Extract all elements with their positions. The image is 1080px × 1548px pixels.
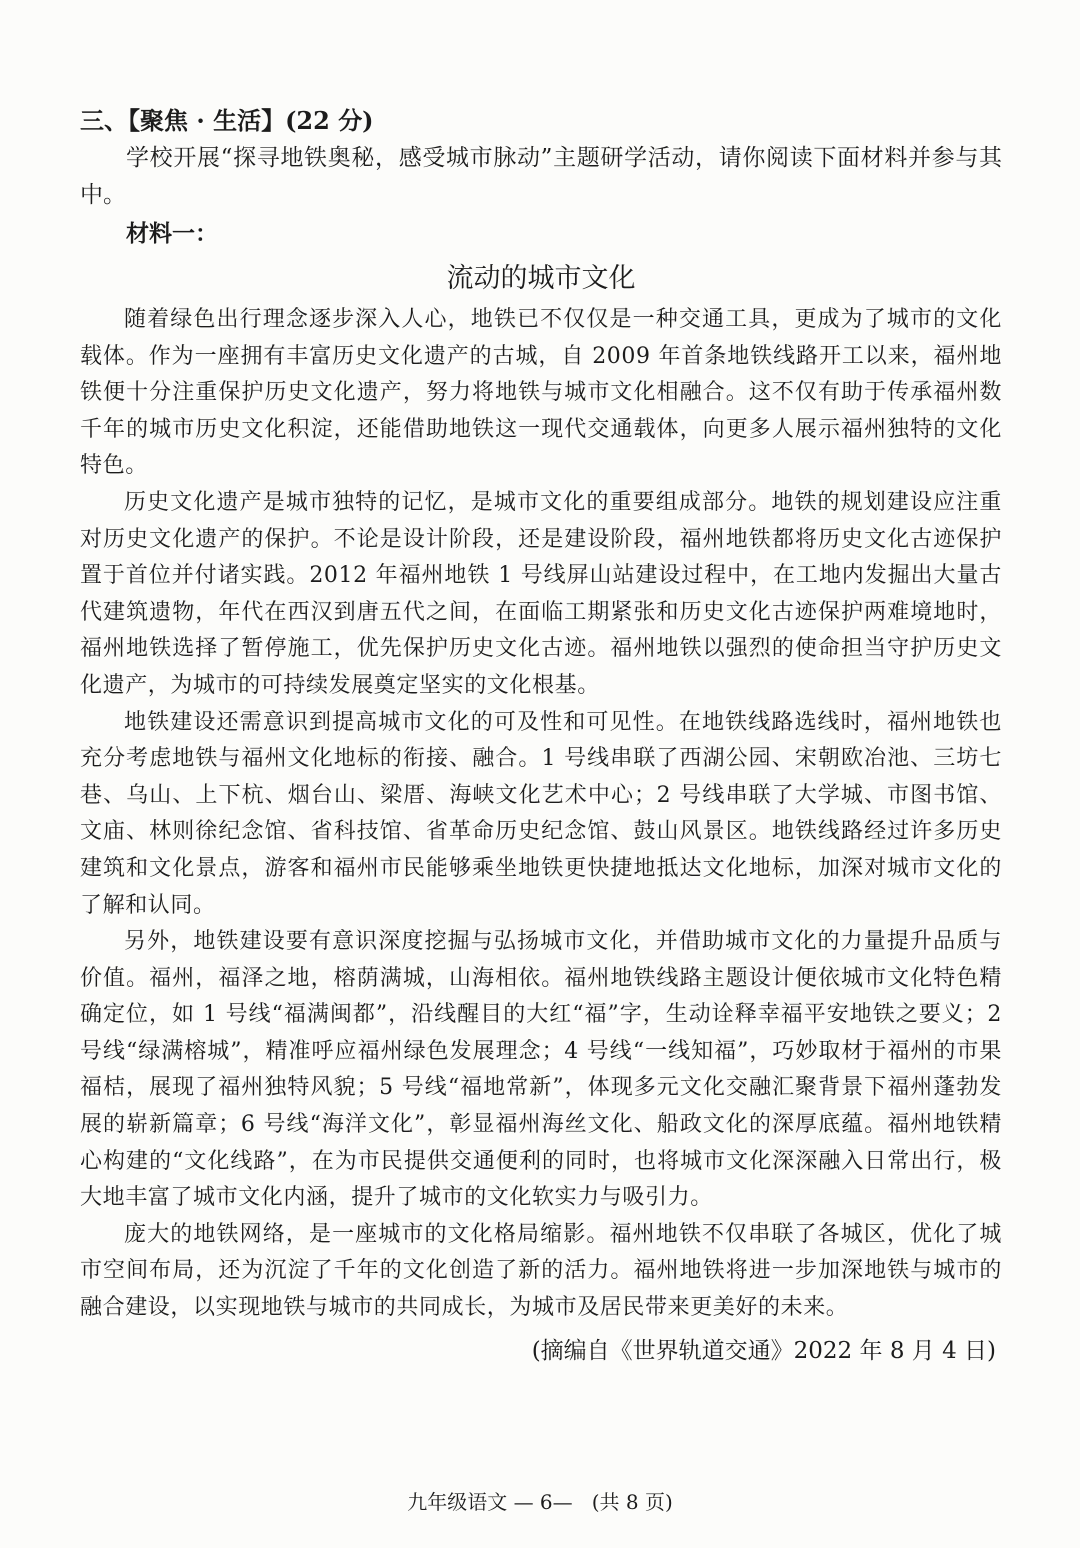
section-title: 三、【聚焦 · 生活】 bbox=[80, 106, 286, 135]
article-paragraph-2: 历史文化遗产是城市独特的记忆，是城市文化的重要组成部分。地铁的规划建设应注重对历史文化遗产的保护。不论是设计阶段，还是建设阶段，福州地铁都将历史文化古迹保护置于首位并付诸实践。2012 年福州地铁 1 号线屏山站建设过程中，在工地内发掘出大量古代建筑遗物，年代在西汉到唐五代之间，在面临工期紧张和历史文化古迹保护两难境地时，福州地铁选择了暂停施工，优先保护历史文化古迹。福州地铁以强烈的使命担当守护历史文化遗产，为城市的可持续发展奠定坚实的文化根基。 bbox=[80, 489, 1002, 698]
page-content bbox=[80, 102, 1002, 1369]
article-paragraph-3: 地铁建设还需意识到提高城市文化的可及性和可见性。在地铁线路选线时，福州地铁也充分考虑地铁与福州文化地标的衔接、融合。1 号线串联了西湖公园、宋朝欧冶池、三坊七巷、乌山、上下杭、烟台山、梁厝、海峡文化艺术中心；2 号线串联了大学城、市图书馆、文庙、林则徐纪念馆、省科技馆、省革命历史纪念馆、鼓山风景区。地铁线路经过许多历史建筑和文化景点，游客和福州市民能够乘坐地铁更快捷地抵达文化地标，加深对城市文化的了解和认同。 bbox=[80, 709, 1002, 918]
page-footer bbox=[0, 1487, 1080, 1517]
section-score: (22 分) bbox=[285, 106, 374, 135]
intro-text: 学校开展“探寻地铁奥秘，感受城市脉动”主题研学活动，请你阅读下面材料并参与其中。 bbox=[80, 145, 1002, 208]
footer-page-number: — 6— bbox=[513, 1490, 573, 1514]
article-paragraph-1: 随着绿色出行理念逐步深入人心，地铁已不仅仅是一种交通工具，更成为了城市的文化载体。作为一座拥有丰富历史文化遗产的古城，自 2009 年首条地铁线路开工以来，福州地铁便十分注重保护历史文化遗产，努力将地铁与城市文化相融合。这不仅有助于传承福州数千年的城市历史文化积淀，还能借助地铁这一现代交通载体，向更多人展示福州独特的文化特色。 bbox=[80, 307, 1002, 479]
article-paragraph-5: 庞大的地铁网络，是一座城市的文化格局缩影。福州地铁不仅串联了各城区，优化了城市空间布局，还为沉淀了千年的文化创造了新的活力。福州地铁将进一步加深地铁与城市的融合建设，以实现地铁与城市的共同成长，为城市及居民带来更美好的未来。 bbox=[80, 1221, 1002, 1321]
material-label: 材料一： bbox=[126, 220, 218, 247]
footer-total-pages: (共 8 页) bbox=[591, 1490, 673, 1514]
section-heading bbox=[80, 102, 1002, 140]
footer-subject: 九年级语文 bbox=[407, 1490, 508, 1514]
article-source: (摘编自《世界轨道交通》2022 年 8 月 4 日) bbox=[531, 1337, 996, 1364]
article-paragraph-4: 另外，地铁建设要有意识深度挖掘与弘扬城市文化，并借助城市文化的力量提升品质与价值。福州，福泽之地，榕荫满城，山海相依。福州地铁线路主题设计便依城市文化特色精确定位，如 1 号线“福满闽都”，沿线醒目的大红“福”字，生动诠释幸福平安地铁之要义；2 号线“绿满榕城”，精准呼应福州绿色发展理念；4 号线“一线知福”，巧妙取材于福州的市果福桔，展现了福州独特风貌；5 号线“福地常新”，体现多元文化交融汇聚背景下福州蓬勃发展的崭新篇章；6 号线“海洋文化”，彰显福州海丝文化、船政文化的深厚底蕴。福州地铁精心构建的“文化线路”，在为市民提供交通便利的同时，也将城市文化深深融入日常出行，极大地丰富了城市文化内涵，提升了城市的文化软实力与吸引力。 bbox=[80, 929, 1002, 1211]
article-title: 流动的城市文化 bbox=[446, 263, 636, 294]
